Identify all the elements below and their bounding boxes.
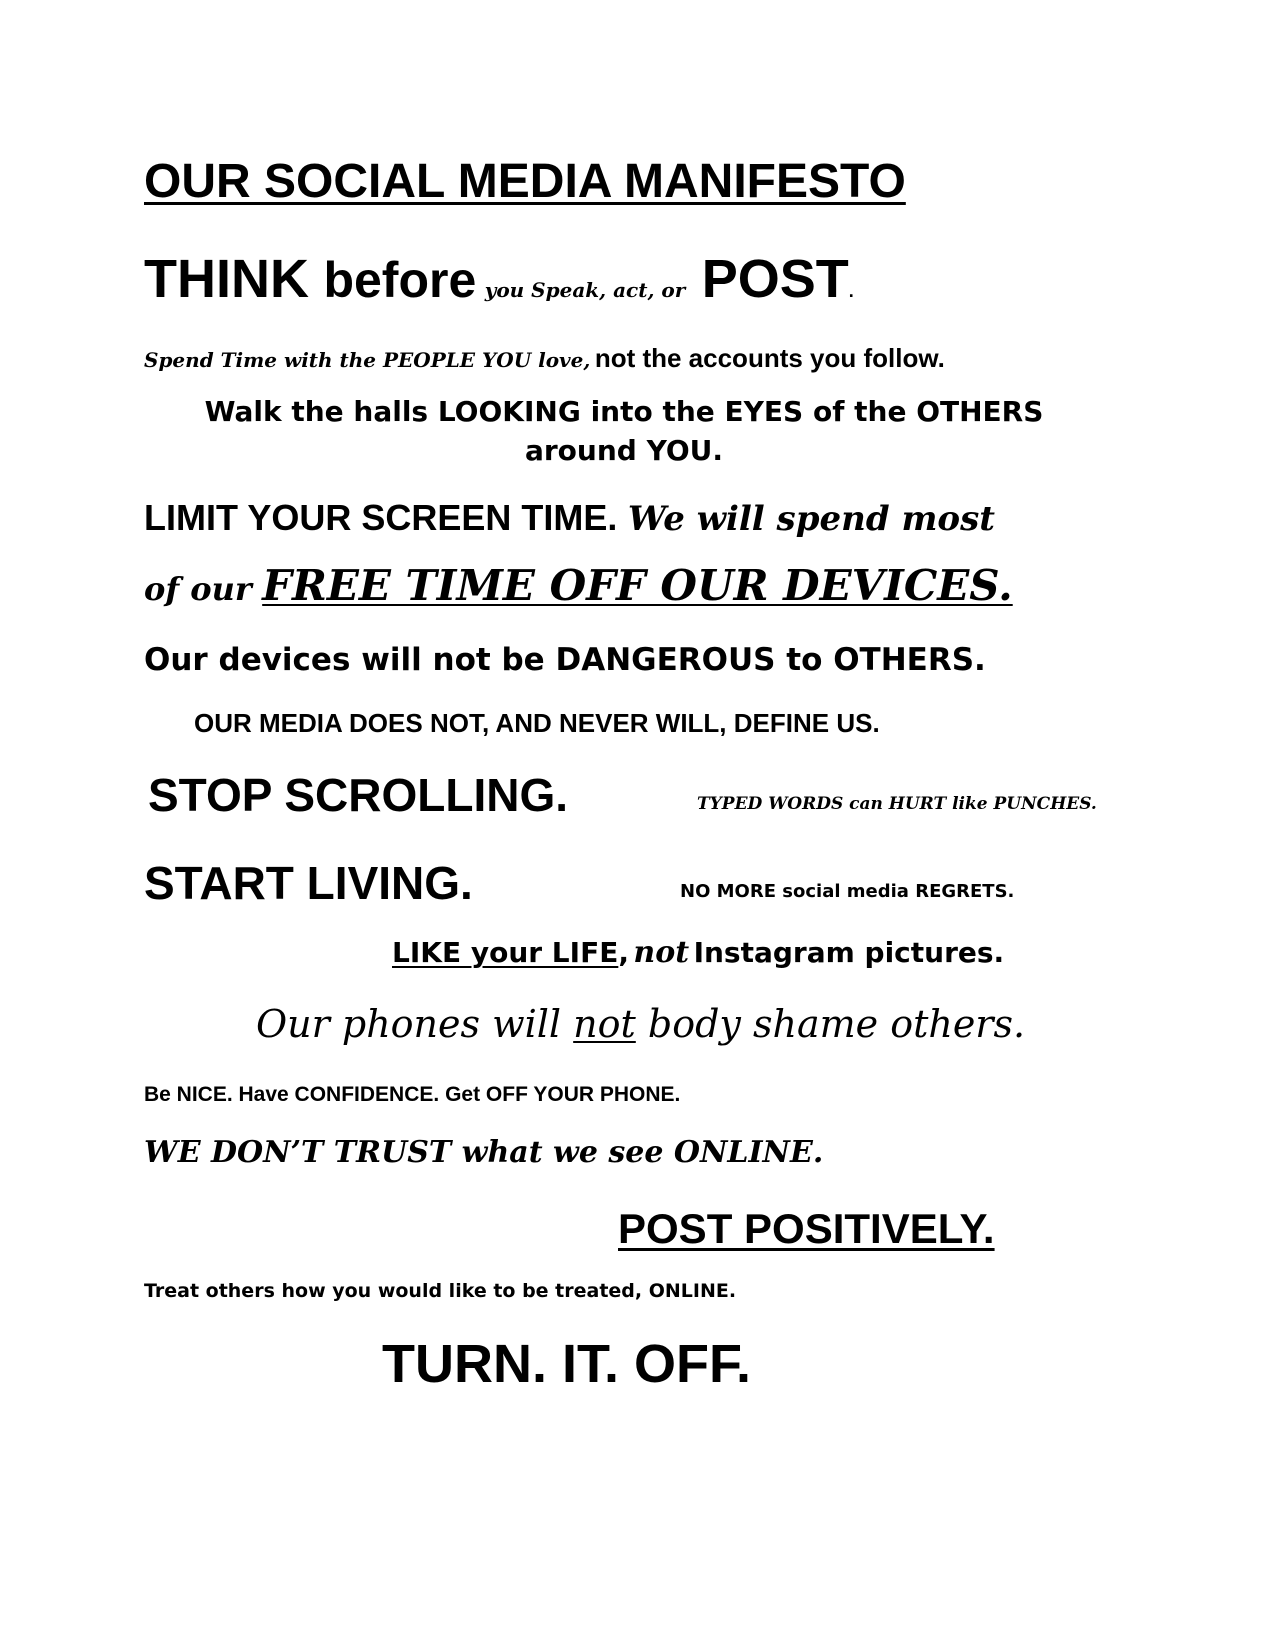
like-your-life-line [392,935,1005,970]
limit-screen-script: We will spend most [627,499,995,539]
devices-dangerous-line: Our devices will not be DANGEROUS to OTHERS. [144,642,986,678]
dont-trust-line: WE DON’T TRUST what we see ONLINE. [144,1135,824,1170]
spend-time-bold: not the accounts you follow. [594,343,945,373]
be-nice-line: Be NICE. Have CONFIDENCE. Get OFF YOUR PHONE. [144,1083,681,1106]
free-time-line [144,561,1013,610]
like-your-life-underlined: LIKE your LIFE [392,936,619,969]
like-not-italic: not [633,935,690,970]
stop-scrolling-text: STOP SCROLLING. [148,769,569,821]
typed-words-text: TYPED WORDS can HURT like PUNCHES. [697,794,1097,814]
phones-not-underlined: not [573,1002,636,1046]
post-word: POST [701,249,849,309]
manifesto-title: OUR SOCIAL MEDIA MANIFESTO [144,155,906,208]
media-define-line: OUR MEDIA DOES NOT, AND NEVER WILL, DEFINE US. [194,708,880,738]
you-speak-text: you Speak, act, or [484,278,686,302]
limit-screen-line [144,497,995,539]
spend-time-script: Spend Time with the PEOPLE YOU love, [144,348,591,372]
walk-halls-line-2: around YOU. [524,434,724,467]
turn-it-off-line: TURN. IT. OFF. [382,1334,751,1394]
free-time-script: of our [144,570,252,608]
free-time-underlined: FREE TIME OFF OUR DEVICES. [262,561,1013,610]
like-comma: , [618,936,629,969]
think-before-line [144,249,854,309]
start-living-text: START LIVING. [144,857,473,909]
phones-post: body shame others. [647,1002,1026,1046]
phones-pre: Our phones will [256,1002,562,1046]
post-period: . [848,281,854,301]
before-word: before [323,252,477,308]
think-word: THINK [144,249,309,309]
post-positively-line: POST POSITIVELY. [618,1205,995,1252]
walk-halls-line-1: Walk the halls LOOKING into the EYES of the OTHERS [204,395,1044,428]
no-more-regrets-text: NO MORE social media REGRETS. [680,881,1015,902]
spend-time-line [144,345,945,371]
phones-body-shame-line [256,1002,1026,1046]
limit-screen-bold: LIMIT YOUR SCREEN TIME. [144,497,618,538]
like-instagram-text: Instagram pictures. [693,936,1005,969]
treat-others-line: Treat others how you would like to be treated, ONLINE. [144,1280,737,1302]
